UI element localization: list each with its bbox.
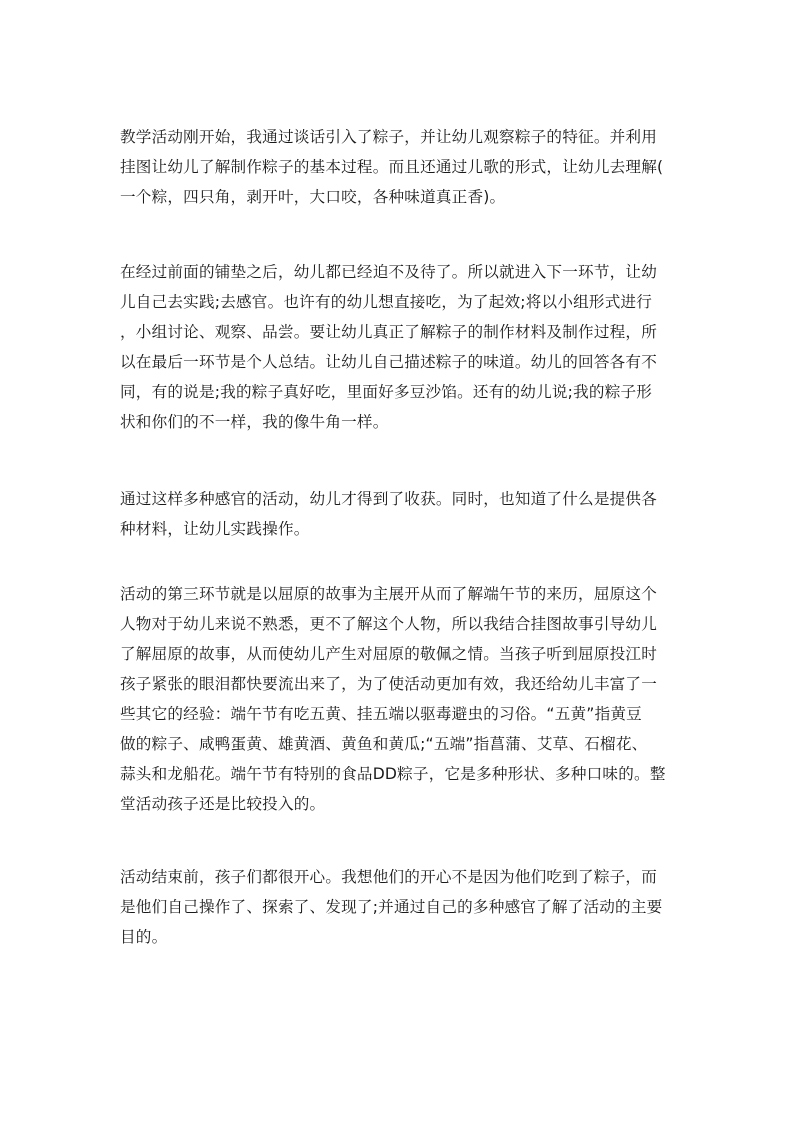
paragraph-conclusion [120,862,662,952]
paragraph-quyuan [120,579,666,819]
text-line: 目的。 [120,928,168,946]
text-line: 教学活动刚开始，我通过谈话引入了粽子，并让幼儿观察粽子的特征。并利用 [120,128,657,146]
text-line: 孩子紧张的眼泪都快要流出来了，为了使活动更加有效，我还给幼儿丰富了一 [120,675,657,693]
paragraph-practice [120,257,657,437]
text-line: 通过这样多种感官的活动，幼儿才得到了收获。同时，也知道了什么是提供各 [120,490,657,508]
text-line: 些其它的经验：端午节有吃五黄、挂五端以驱毒避虫的习俗。“五黄”指黄豆 [120,705,642,723]
text-line: 人物对于幼儿来说不熟悉，更不了解这个人物，所以我结合挂图故事引导幼儿 [120,615,657,633]
text-line: 以在最后一环节是个人总结。让幼儿自己描述粽子的味道。幼儿的回答各有不 [120,353,657,371]
text-line: 种材料，让幼儿实践操作。 [120,520,310,538]
paragraph-intro [120,122,663,212]
paragraph-senses [120,484,657,544]
text-line: 状和你们的不一样，我的像牛角一样。 [120,413,389,431]
text-line: 活动结束前，孩子们都很开心。我想他们的开心不是因为他们吃到了粽子，而 [120,868,657,886]
text-line: 做的粽子、咸鸭蛋黄、雄黄酒、黄鱼和黄瓜;“五端”指菖蒲、艾草、石榴花、 [120,735,648,753]
text-line: 挂图让幼儿了解制作粽子的基本过程。而且还通过儿歌的形式，让幼儿去理解( [120,158,664,176]
text-line: 在经过前面的铺垫之后，幼儿都已经迫不及待了。所以就进入下一环节，让幼 [120,263,657,281]
text-line: 同，有的说是;我的粽子真好吃，里面好多豆沙馅。还有的幼儿说;我的粽子形 [120,383,653,401]
text-line: ，小组讨论、观察、品尝。要让幼儿真正了解粽子的制作材料及制作过程，所 [120,323,657,341]
text-line: 是他们自己操作了、探索了、发现了;并通过自己的多种感官了解了活动的主要 [120,898,663,916]
text-line: 儿自己去实践;去感官。也许有的幼儿想直接吃，为了起效;将以小组形式进行 [120,293,653,311]
text-line: 堂活动孩子还是比较投入的。 [120,795,326,813]
text-line: 一个粽，四只角，剥开叶，大口咬，各种味道真正香)。 [120,188,506,206]
text-line: 蒜头和龙船花。端午节有特别的食品DD粽子，它是多种形状、多种口味的。整 [120,765,666,783]
text-line: 了解屈原的故事，从而使幼儿产生对屈原的敬佩之情。当孩子听到屈原投江时 [120,645,657,663]
text-line: 活动的第三环节就是以屈原的故事为主展开从而了解端午节的来历，屈原这个 [120,585,657,603]
